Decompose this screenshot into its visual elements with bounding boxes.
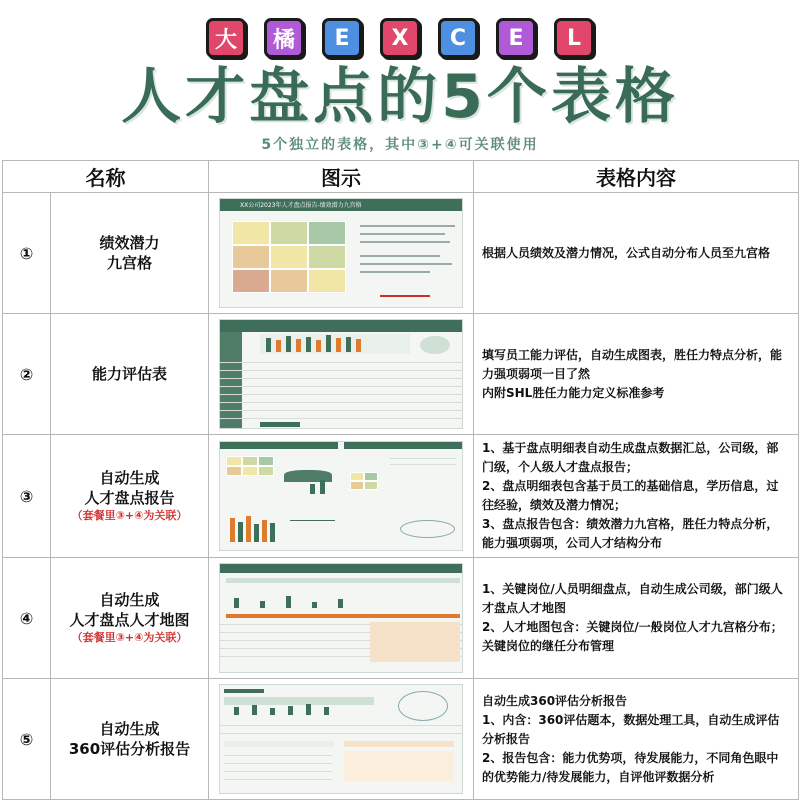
row-name-line: 绩效潜力 — [99, 234, 160, 252]
table-row — [3, 435, 799, 558]
badge-1: 橘 — [264, 18, 304, 58]
row-name — [51, 435, 209, 558]
row-thumbnail — [209, 558, 474, 679]
badge-6: L — [554, 18, 594, 58]
row-name-line: 人才盘点人才地图 — [69, 611, 190, 629]
row-content-line: 1、基于盘点明细表自动生成盘点数据汇总，公司级，部门级，个人级人才盘点报告； — [482, 441, 779, 474]
header-image: 图示 — [209, 161, 474, 193]
row-name — [51, 314, 209, 435]
row-number: ② — [3, 314, 51, 435]
row-content-line: 根据人员绩效及潜力情况，公式自动分布人员至九宫格 — [482, 245, 771, 260]
row-content-line: 2、人才地图包含：关键岗位/一般岗位人才九宫格分布；关键岗位的继任分布管理 — [482, 620, 783, 653]
header-content: 表格内容 — [474, 161, 799, 193]
header-name: 名称 — [3, 161, 209, 193]
badge-2: E — [322, 18, 362, 58]
table-header-row — [3, 161, 799, 193]
row-thumbnail — [209, 314, 474, 435]
row-number: ⑤ — [3, 679, 51, 800]
row-name — [51, 193, 209, 314]
thumb-title: XX公司2023年人才盘点报告-绩效潜力九宫格 — [240, 202, 362, 209]
badge-0: 大 — [206, 18, 246, 58]
thumb-talent-map — [219, 563, 463, 673]
row-content-line: 2、报告包含：能力优势项，待发展能力，不同角色眼中的优势能力/待发展能力，自评他评数据分析 — [482, 750, 779, 784]
row-thumbnail — [209, 679, 474, 800]
thumb-title-bar — [220, 199, 462, 211]
row-content — [474, 193, 799, 314]
row-number: ④ — [3, 558, 51, 679]
row-name — [51, 558, 209, 679]
page-subtitle: 5个独立的表格，其中③+④可关联使用 — [261, 137, 539, 153]
brand-badges — [0, 18, 800, 58]
badge-4: C — [438, 18, 478, 58]
row-content-line: 1、内含：360评估题本，数据处理工具，自动生成评估分析报告 — [482, 712, 780, 746]
row-content — [474, 558, 799, 679]
row-content-line: 2、盘点明细表包含基于员工的基础信息，学历信息，过往经验，绩效及潜力情况； — [482, 479, 779, 512]
row-name-line: 自动生成 — [99, 591, 160, 609]
row-content-line: 自动生成360评估分析报告 — [482, 693, 628, 708]
row-name-line: 人才盘点报告 — [84, 489, 175, 507]
row-number: ③ — [3, 435, 51, 558]
badge-5: E — [496, 18, 536, 58]
badge-3: X — [380, 18, 420, 58]
row-name-line: 自动生成 — [99, 469, 160, 487]
row-content — [474, 679, 799, 800]
thumb-talent-report — [219, 441, 463, 551]
row-name-line: 360评估分析报告 — [68, 740, 191, 758]
thumb-nine-grid — [219, 198, 463, 308]
row-number: ① — [3, 193, 51, 314]
table-row — [3, 558, 799, 679]
row-content-line: 3、盘点报告包含：绩效潜力九宫格，胜任力特点分析，能力强项弱项，公司人才结构分布 — [482, 517, 779, 550]
row-note: （套餐里③+④为关联） — [71, 509, 188, 522]
row-content — [474, 435, 799, 558]
row-note: （套餐里③+④为关联） — [71, 631, 188, 644]
thumb-ability-table — [219, 319, 463, 429]
row-content-line: 1、关键岗位/人员明细盘点，自动生成公司级，部门级人才盘点人才地图 — [482, 582, 783, 615]
thumb-title-bar — [220, 320, 462, 332]
thumb-360-report — [219, 684, 463, 794]
row-name — [51, 679, 209, 800]
row-content — [474, 314, 799, 435]
table-row — [3, 193, 799, 314]
row-content-line: 内附SHL胜任力能力定义标准参考 — [482, 385, 665, 400]
row-name-line: 能力评估表 — [91, 365, 167, 383]
row-name-line: 九宫格 — [106, 254, 152, 272]
row-name-line: 自动生成 — [99, 720, 160, 738]
row-thumbnail — [209, 435, 474, 558]
row-content-line: 填写员工能力评估，自动生成图表，胜任力特点分析，能力强项弱项一目了然 — [482, 347, 783, 381]
overview-table — [2, 160, 799, 800]
row-thumbnail — [209, 193, 474, 314]
table-row — [3, 314, 799, 435]
page-title: 人才盘点的5个表格 — [121, 62, 679, 132]
table-row — [3, 679, 799, 800]
